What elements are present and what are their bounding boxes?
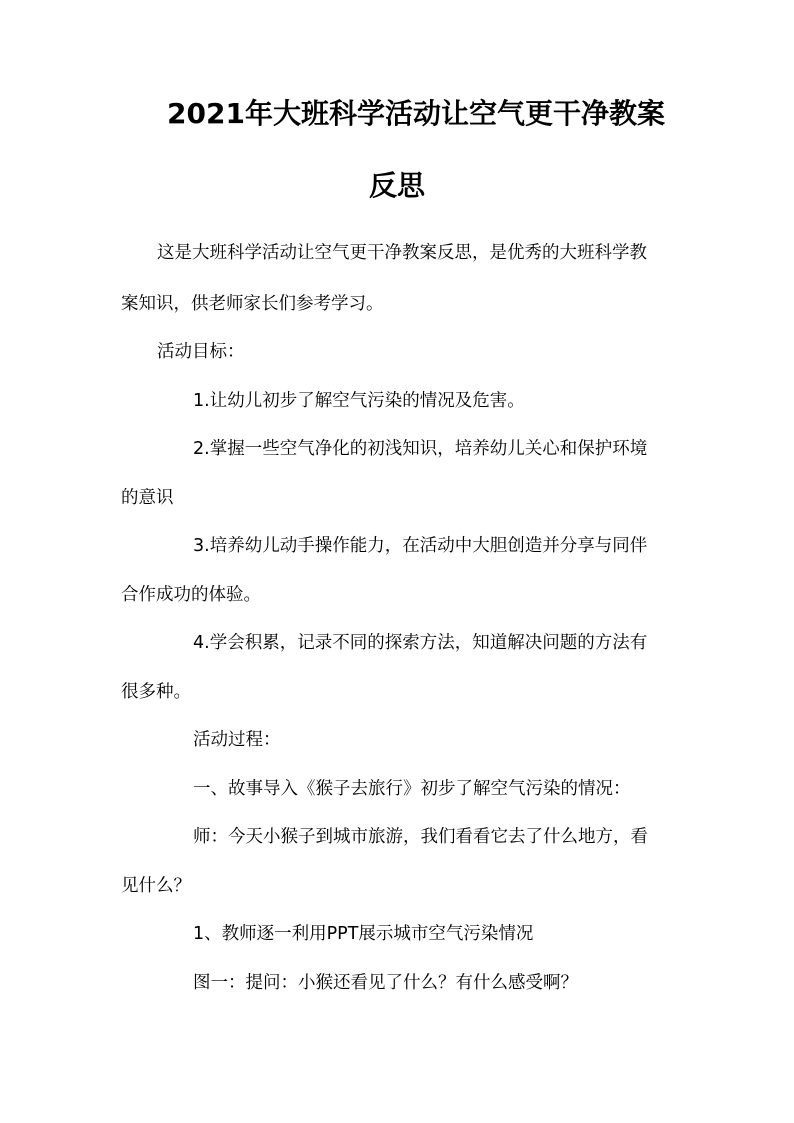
goal-4-line-1: 4.学会积累，记录不同的探索方法，知道解决问题的方法有 xyxy=(193,633,648,653)
goal-1: 1.让幼儿初步了解空气污染的情况及危害。 xyxy=(193,391,525,411)
intro-paragraph-line-1: 这是大班科学活动让空气更干净教案反思，是优秀的大班科学教 xyxy=(157,243,647,263)
intro-paragraph-line-2: 案知识，供老师家长们参考学习。 xyxy=(121,294,384,314)
goal-2-line-1: 2.掌握一些空气净化的初浅知识，培养幼儿关心和保护环境 xyxy=(193,439,648,459)
teacher-line-1: 师：今天小猴子到城市旅游，我们看看它去了什么地方，看 xyxy=(193,827,648,847)
document-title-line-2: 反思 xyxy=(368,169,425,202)
goal-3-line-1: 3.培养幼儿动手操作能力，在活动中大胆创造并分享与同伴 xyxy=(193,536,648,556)
step-1: 一、故事导入《猴子去旅行》初步了解空气污染的情况： xyxy=(193,779,631,799)
process-heading: 活动过程： xyxy=(193,730,281,750)
document-title-line-1: 2021年大班科学活动让空气更干净教案 xyxy=(167,97,665,130)
teacher-line-2: 见什么？ xyxy=(121,876,191,896)
sub-step-1: 1、教师逐一利用PPT展示城市空气污染情况 xyxy=(193,924,534,944)
goal-2-line-2: 的意识 xyxy=(121,488,174,508)
figure-1-question: 图一：提问：小猴还看见了什么？有什么感受啊？ xyxy=(193,973,578,993)
goal-4-line-2: 很多种。 xyxy=(121,682,191,702)
goal-3-line-2: 合作成功的体验。 xyxy=(121,585,261,605)
goals-heading: 活动目标： xyxy=(157,342,245,362)
